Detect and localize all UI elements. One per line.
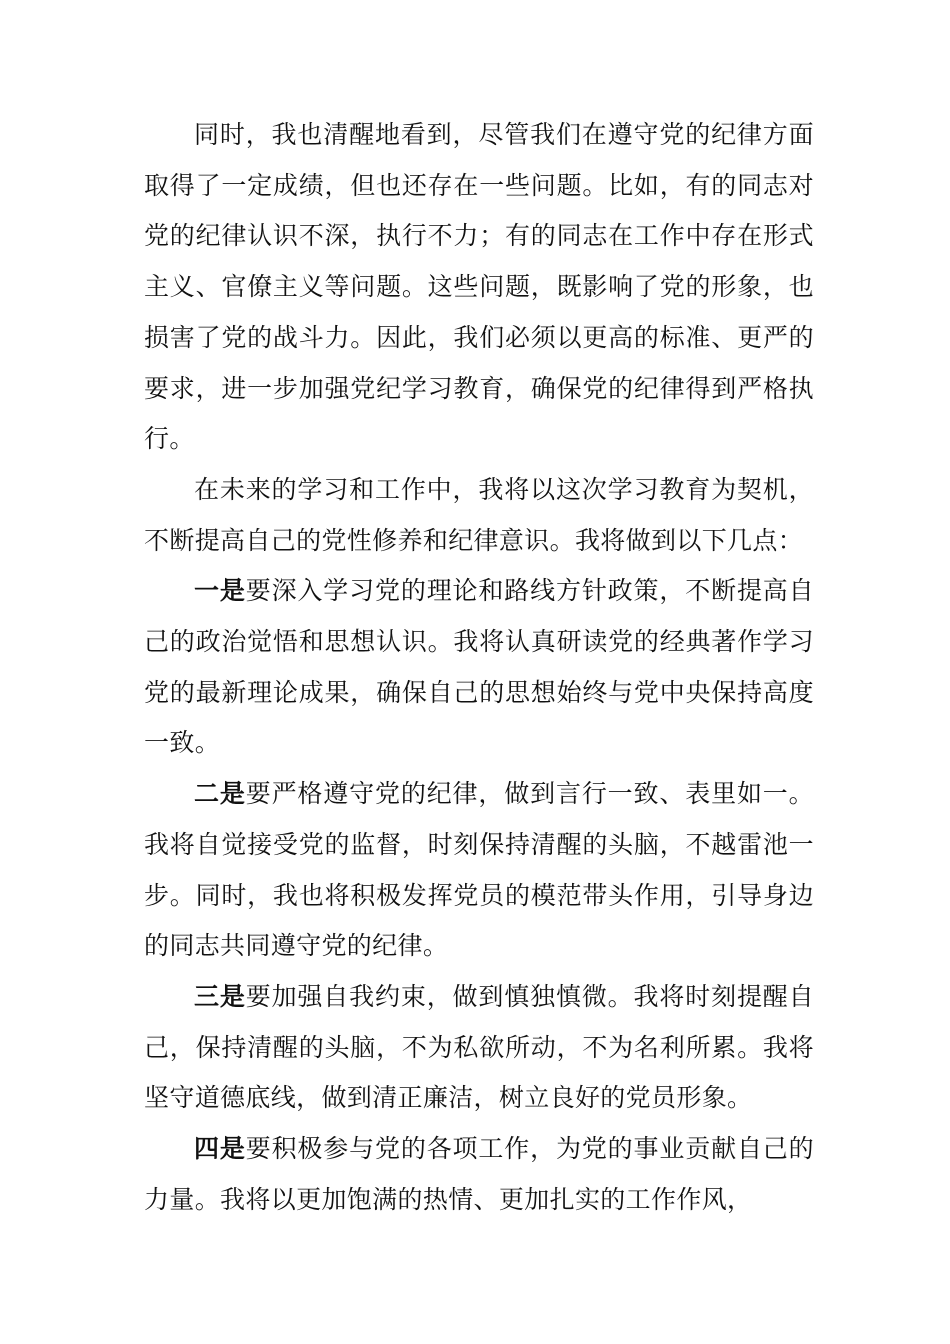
paragraph-lead: 一是 bbox=[194, 576, 246, 606]
paragraph-point-two bbox=[144, 769, 814, 972]
paragraph-text: 要严格遵守党的纪律，做到言行一致、表里如一。我将自觉接受党的监督，时刻保持清醒的头脑，不越雷池一步。同时，我也将积极发挥党员的模范带头作用，引导身边的同志共同遵守党的纪律。 bbox=[144, 779, 815, 961]
paragraph-lead: 三是 bbox=[194, 981, 246, 1011]
paragraph-text: 要积极参与党的各项工作，为党的事业贡献自己的力量。我将以更加饱满的热情、更加扎实的工作作风， bbox=[144, 1134, 815, 1214]
paragraph-point-three bbox=[144, 972, 814, 1124]
paragraph-text: 同时，我也清醒地看到，尽管我们在遵守党的纪律方面取得了一定成绩，但也还存在一些问题。比如，有的同志对党的纪律认识不深，执行不力；有的同志在工作中存在形式主义、官僚主义等问题。这些问题，既影响了党的形象，也损害了党的战斗力。因此，我们必须以更高的标准、更严的要求，进一步加强党纪学习教育，确保党的纪律得到严格执行。 bbox=[144, 120, 814, 454]
paragraph-point-one bbox=[144, 566, 814, 769]
paragraph-text: 要深入学习党的理论和路线方针政策，不断提高自己的政治觉悟和思想认识。我将认真研读党的经典著作学习党的最新理论成果，确保自己的思想始终与党中央保持高度一致。 bbox=[144, 576, 815, 758]
paragraph-shortcomings bbox=[144, 110, 814, 465]
paragraph-point-four bbox=[144, 1124, 814, 1225]
document-body bbox=[144, 110, 814, 1225]
paragraph-intro-points bbox=[144, 465, 814, 566]
paragraph-lead: 二是 bbox=[194, 779, 246, 809]
paragraph-text: 在未来的学习和工作中，我将以这次学习教育为契机，不断提高自己的党性修养和纪律意识。我将做到以下几点： bbox=[144, 474, 814, 555]
paragraph-text: 要加强自我约束，做到慎独慎微。我将时刻提醒自己，保持清醒的头脑，不为私欲所动，不为名利所累。我将坚守道德底线，做到清正廉洁，树立良好的党员形象。 bbox=[144, 981, 815, 1113]
paragraph-lead: 四是 bbox=[194, 1134, 246, 1164]
